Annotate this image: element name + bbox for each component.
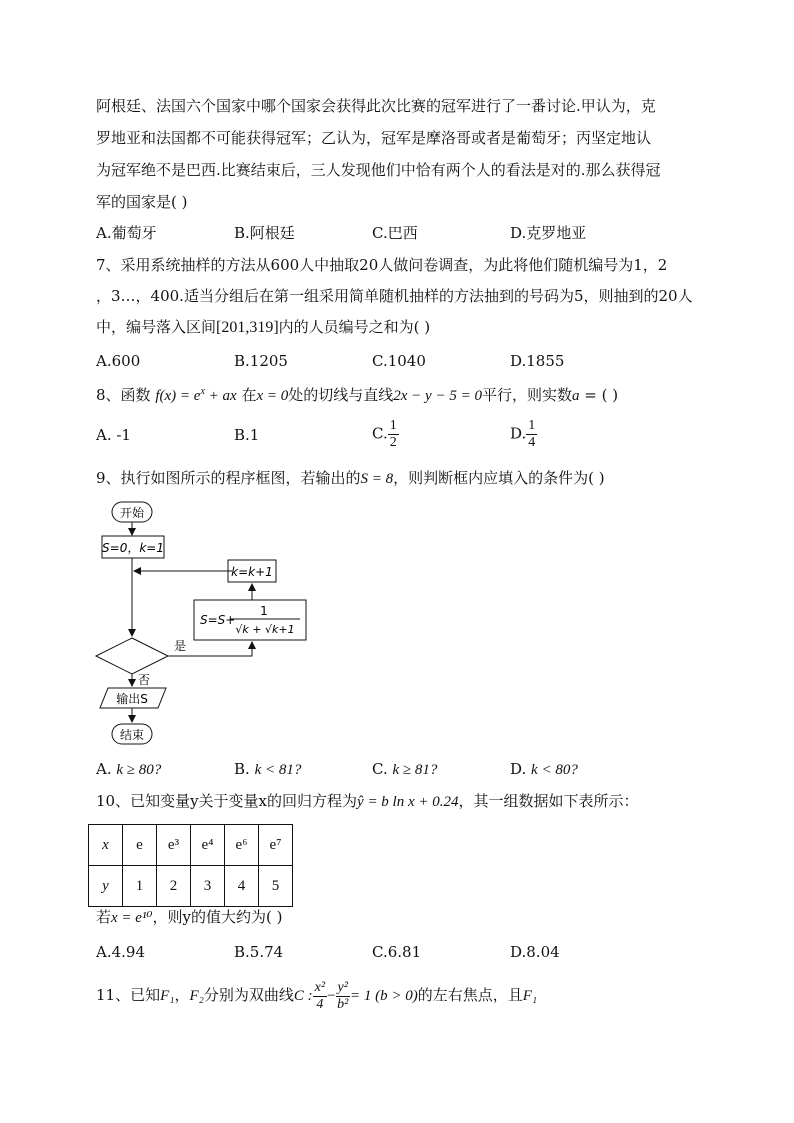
q8-func-tail: + ax xyxy=(204,388,237,404)
flow-end-text: 结束 xyxy=(119,728,145,742)
flow-sum xyxy=(194,600,306,640)
q6-line-4: 军的国家是( ) xyxy=(96,193,188,211)
q8-post: 平行，则实数 xyxy=(481,386,572,404)
q11-pre: 11、已知 xyxy=(96,986,161,1004)
q10-option-c[interactable]: C.6.81 xyxy=(372,943,422,961)
q9-stem xyxy=(96,467,605,490)
table-cell: e xyxy=(123,825,157,866)
table-cell: 4 xyxy=(225,866,259,907)
q10-cond-expr: x = e¹⁰ xyxy=(111,910,153,926)
q9-option-b-prefix: B. xyxy=(234,760,250,778)
flow-output xyxy=(100,688,166,708)
q9-option-c[interactable] xyxy=(372,758,437,781)
q8-option-d-prefix: D. xyxy=(510,424,527,443)
q7-option-d[interactable]: D.1855 xyxy=(510,352,565,370)
flow-update xyxy=(228,560,276,582)
q11-curve: C : xyxy=(293,988,313,1004)
q7-line-3 xyxy=(96,316,430,339)
q11-eq-tail: = 1 (b > 0) xyxy=(349,988,418,1004)
q8-option-d-num: 1 xyxy=(528,418,536,433)
q8-mid2: 处的切线与直线 xyxy=(288,386,394,404)
q8-option-a[interactable]: A. -1 xyxy=(96,426,131,444)
q6-option-a[interactable]: A.葡萄牙 xyxy=(96,224,157,242)
q7-line-1: 7、采用系统抽样的方法从600人中抽取20人做问卷调查，为此将他们随机编号为1，2 xyxy=(96,256,668,274)
q10-option-b[interactable]: B.5.74 xyxy=(234,943,284,961)
q9-option-b[interactable] xyxy=(234,758,301,781)
q7-option-b[interactable]: B.1205 xyxy=(234,352,288,370)
q11-mid: 分别为双曲线 xyxy=(203,986,294,1004)
table-header-y: y xyxy=(89,866,123,907)
table-row xyxy=(89,866,293,907)
q8-line-eq: 2x − y − 5 = 0 xyxy=(393,388,482,404)
q9-option-c-prefix: C. xyxy=(372,760,388,778)
q7-line-2: ，3…，400.适当分组后在第一组采用简单随机抽样的方法抽到的号码为5，则抽到的20人 xyxy=(96,287,693,305)
q11-sep: ， xyxy=(174,986,190,1004)
flow-sum-den: √k + √k+1 xyxy=(235,623,295,636)
table-cell: e⁶ xyxy=(225,825,259,866)
q11-frac-y-num: y² xyxy=(337,979,348,995)
q8-point: x = 0 xyxy=(256,388,289,404)
flow-init-text: S=0，k=1 xyxy=(102,541,164,555)
q9-option-a-expr: k ≥ 80? xyxy=(116,762,162,778)
flow-sum-num: 1 xyxy=(260,604,268,618)
q9-post: ，则判断框内应填入的条件为( ) xyxy=(393,469,605,487)
table-cell: e⁴ xyxy=(191,825,225,866)
flow-decision xyxy=(96,638,168,674)
q10-data-table xyxy=(88,824,293,907)
q8-option-c-num: 1 xyxy=(389,418,397,433)
q8-tail: = ( ) xyxy=(579,386,619,404)
table-cell: 2 xyxy=(157,866,191,907)
q8-option-c-frac xyxy=(388,418,399,451)
q7-option-c[interactable]: C.1040 xyxy=(372,352,426,370)
q8-stem xyxy=(96,381,618,407)
flow-end xyxy=(112,724,152,744)
q10-eq: ŷ = b ln x + 0.24 xyxy=(357,794,459,810)
q7-line-3-post: 内的人员编号之和为( ) xyxy=(278,318,431,336)
q11-frac-x-den: 4 xyxy=(316,996,324,1012)
table-header-x: x xyxy=(89,825,123,866)
q11-frac-x xyxy=(313,980,327,1013)
q8-func-sup: x xyxy=(200,386,205,397)
q10-option-a[interactable]: A.4.94 xyxy=(96,943,145,961)
q10-option-d[interactable]: D.8.04 xyxy=(510,943,560,961)
q6-line-1: 阿根廷、法国六个国家中哪个国家会获得此次比赛的冠军进行了一番讨论.甲认为，克 xyxy=(96,97,656,115)
q9-option-d-prefix: D. xyxy=(510,760,527,778)
q10-stem xyxy=(96,790,639,813)
q8-pre: 8、函数 xyxy=(96,386,151,404)
q11-stem xyxy=(96,978,537,1013)
q9-flowchart xyxy=(90,496,320,752)
q7-line-3-pre: 中，编号落入区间 xyxy=(96,318,217,336)
q9-option-d-expr: k < 80? xyxy=(531,762,578,778)
q10-cond-post: ，则y的值大约为( ) xyxy=(152,908,283,926)
table-cell: e⁷ xyxy=(259,825,293,866)
flow-update-text: k=k+1 xyxy=(231,565,273,579)
q11-frac-x-num: x² xyxy=(314,979,326,995)
q11-post: 的左右焦点，且 xyxy=(417,986,523,1004)
q6-option-c[interactable]: C.巴西 xyxy=(372,224,418,242)
q8-option-c-den: 2 xyxy=(389,435,397,450)
q6-option-b[interactable]: B.阿根廷 xyxy=(234,224,295,242)
flow-output-text: 输出S xyxy=(116,692,148,706)
table-cell: e³ xyxy=(157,825,191,866)
q8-mid1: 在 xyxy=(241,386,257,404)
q8-var: a xyxy=(571,388,580,404)
q8-option-c[interactable] xyxy=(372,418,399,451)
q9-option-b-expr: k < 81? xyxy=(254,762,302,778)
q10-condition xyxy=(96,906,282,929)
q11-f2: F₂ xyxy=(189,988,204,1004)
q9-pre: 9、执行如图所示的程序框图，若输出的 xyxy=(96,469,361,487)
q8-option-d-den: 4 xyxy=(528,435,536,450)
q8-option-c-prefix: C. xyxy=(372,424,388,443)
table-row xyxy=(89,825,293,866)
q9-option-a-prefix: A. xyxy=(96,760,112,778)
q9-option-c-expr: k ≥ 81? xyxy=(392,762,438,778)
q7-interval: [201,319] xyxy=(216,319,279,336)
table-cell: 1 xyxy=(123,866,157,907)
flow-yes-label: 是 xyxy=(174,639,187,653)
q11-tail: F₁ xyxy=(522,988,538,1004)
flow-start-text: 开始 xyxy=(119,506,145,520)
q8-option-b[interactable]: B.1 xyxy=(234,426,260,444)
q11-f1: F₁ xyxy=(160,988,175,1004)
table-cell: 5 xyxy=(259,866,293,907)
q6-line-3: 为冠军绝不是巴西.比赛结束后，三人发现他们中恰有两个人的看法是对的.那么获得冠 xyxy=(96,161,661,179)
q8-option-d[interactable] xyxy=(510,418,537,451)
q8-option-d-frac xyxy=(526,418,537,451)
q10-pre: 10、已知变量y关于变量x的回归方程为 xyxy=(96,792,358,810)
q11-minus: − xyxy=(327,988,336,1004)
q9-option-d[interactable] xyxy=(510,758,578,781)
flow-start xyxy=(112,502,152,522)
flow-no-label: 否 xyxy=(138,673,151,687)
q6-option-d[interactable]: D.克罗地亚 xyxy=(510,224,587,242)
q11-frac-y xyxy=(336,980,350,1013)
flow-init xyxy=(102,536,164,558)
q8-func xyxy=(155,388,236,404)
q10-cond-pre: 若 xyxy=(96,908,112,926)
q10-post: ，其一组数据如下表所示： xyxy=(458,792,639,810)
table-cell: 3 xyxy=(191,866,225,907)
q6-line-2: 罗地亚和法国都不可能获得冠军；乙认为，冠军是摩洛哥或者是葡萄牙；丙坚定地认 xyxy=(96,129,652,147)
q11-frac-y-den: b² xyxy=(337,996,349,1012)
q8-func-base: f(x) = e xyxy=(155,388,201,404)
q7-option-a[interactable]: A.600 xyxy=(96,352,141,370)
q9-output-expr: S = 8 xyxy=(360,471,394,487)
q9-option-a[interactable] xyxy=(96,758,161,781)
flow-sum-prefix: S=S+ xyxy=(200,613,236,627)
